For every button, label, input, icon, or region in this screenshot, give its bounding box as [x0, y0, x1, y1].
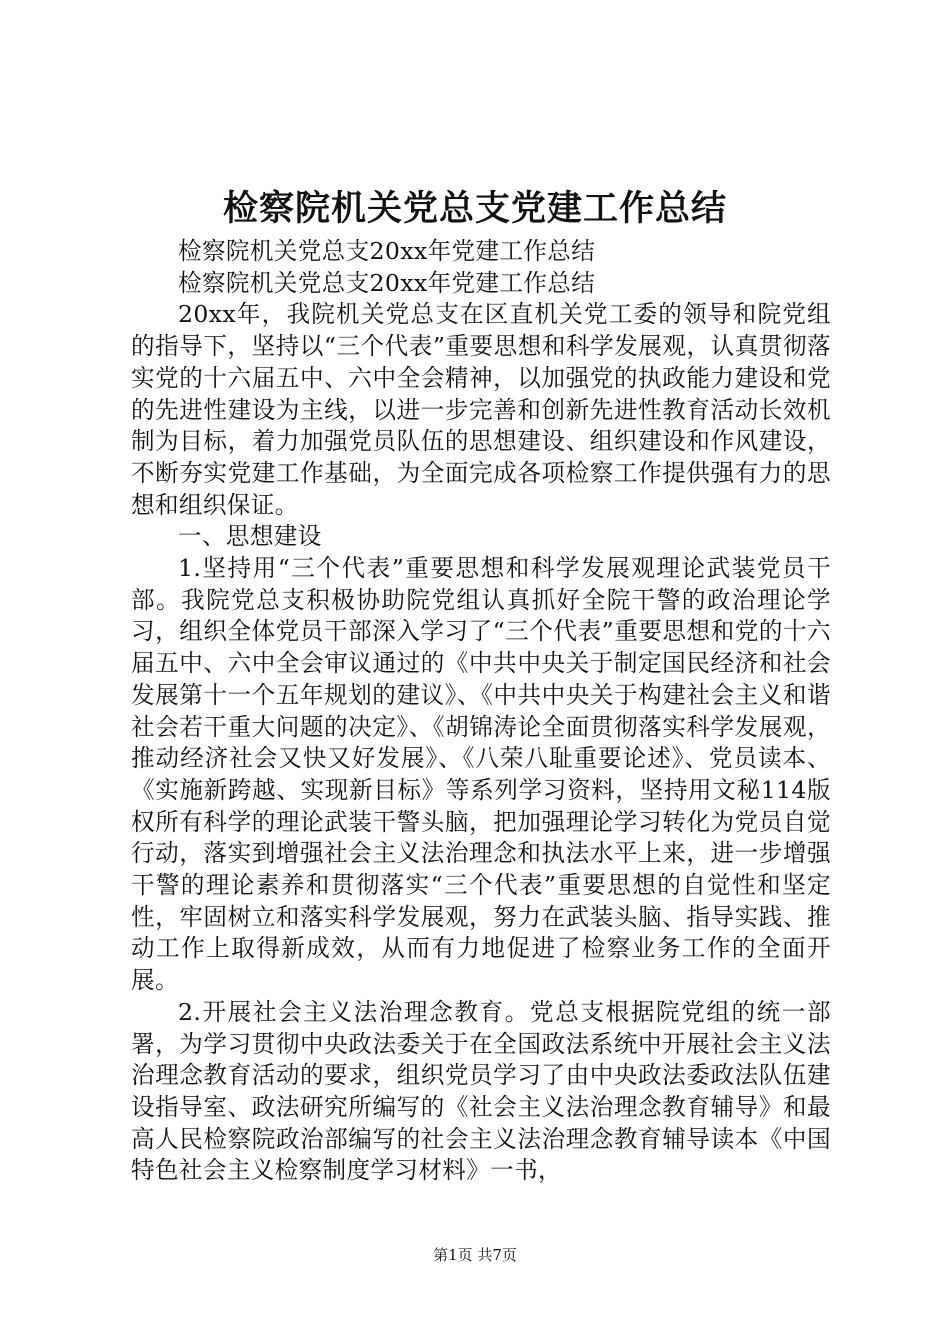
document-body [131, 236, 831, 1187]
subtitle-line: 检察院机关党总支20xx年党建工作总结 [178, 268, 596, 297]
section-heading: 一、思想建设 [178, 522, 322, 551]
page-number-footer: 第1页 共7页 [433, 1246, 517, 1264]
intro-paragraph: 20xx年，我院机关党总支在区直机关党工委的领导和院党组的指导下，坚持以“三个代表”重要思想和科学发展观，认真贯彻落实党的十六届五中、六中全会精神，以加强党的执政能力建设和党的先进性建设为主线，以进一步完善和创新先进性教育活动长效机制为目标，着力加强党员队伍的思想建设、组织建设和作风建设，不断夯实党建工作基础，为全面完成各项检察工作提供强有力的思想和组织保证。 [131, 300, 831, 519]
document-title: 检察院机关党总支党建工作总结 [222, 188, 727, 229]
body-paragraph: 2.开展社会主义法治理念教育。党总支根据院党组的统一部署，为学习贯彻中央政法委关于在全国政法系统中开展社会主义法治理念教育活动的要求，组织党员学习了由中央政法委政法队伍建设指导室、政法研究所编写的《社会主义法治理念教育辅导》和最高人民检察院政治部编写的社会主义法治理念教育辅导读本《中国特色社会主义检察制度学习材料》一书， [131, 997, 831, 1185]
subtitle-line: 检察院机关党总支20xx年党建工作总结 [178, 237, 596, 265]
body-paragraph: 1.坚持用“三个代表”重要思想和科学发展观理论武装党员干部。我院党总支积极协助院党组认真抓好全院干警的政治理论学习，组织全体党员干部深入学习了“三个代表”重要思想和党的十六届五中、六中全会审议通过的《中共中央关于制定国民经济和社会发展第十一个五年规划的建议》、《中共中央关于构建社会主义和谐社会若干重大问题的决定》、《胡锦涛论全面贯彻落实科学发展观，推动经济社会又快又好发展》、《八荣八耻重要论述》、党员读本、《实施新跨越、实现新目标》等系列学习资料，坚持用文秘114版权所有科学的理论武装干警头脑，把加强理论学习转化为党员自觉行动，落实到增强社会主义法治理念和执法水平上来，进一步增强干警的理论素养和贯彻落实“三个代表”重要思想的自觉性和坚定性，牢固树立和落实科学发展观，努力在武装头脑、指导实践、推动工作上取得新成效，从而有力地促进了检察业务工作的全面开展。 [131, 554, 831, 995]
